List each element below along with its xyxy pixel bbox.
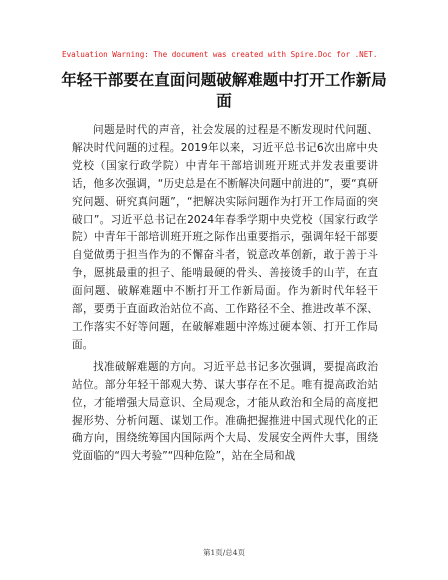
- paragraph-1: 问题是时代的声音，社会发展的过程是不断发现时代问题、解决时代问题的过程。2019年以来，习近平总书记6次出席中央党校（国家行政学院）中青年干部培训班开班式并发表重要讲话，他多次强调，“历史总是在不断解决问题中前进的”，要“真研究问题、研究真问题”，“把解决实际问题作为打开工作局面的突破口”。习近平总书记在2024年春季学期中央党校（国家行政学院）中青年干部培训班开班之际作出重要指示，强调年轻干部要自觉做勇于担当作为的不懈奋斗者，锐意改革创新，敢于善于斗争，愿挑最重的担子、能啃最硬的骨头、善接烫手的山芋，在直面问题、破解难题中不断打开工作新局面。作为新时代年轻干部，要勇于直面政治站位不高、工作路径不全、推进改革不深、工作落实不好等问题，在破解难题中淬炼过硬本领、打开工作局面。: [72, 124, 378, 351]
- document-title: 年轻干部要在直面问题破解难题中打开工作新局面: [61, 71, 387, 110]
- paragraph-2: 找准破解难题的方向。习近平总书记多次强调，要提高政治站位。部分年轻干部观大势、谋大事存在不足。唯有提高政治站位，才能增强大局意识、全局观念，才能从政治和全局的高度把握形势、分析问题、谋划工作。准确把握推进中国式现代化的正确方向，围绕统筹国内国际两个大局、发展安全两件大事，围绕党面临的“四大考验”“四种危险”，站在全局和战: [72, 360, 378, 463]
- page-number-footer: 第1页/总4页: [202, 548, 246, 557]
- document-body: [72, 122, 378, 470]
- evaluation-watermark: Evaluation Warning: The document was created with Spire.Doc for .NET.: [62, 50, 378, 59]
